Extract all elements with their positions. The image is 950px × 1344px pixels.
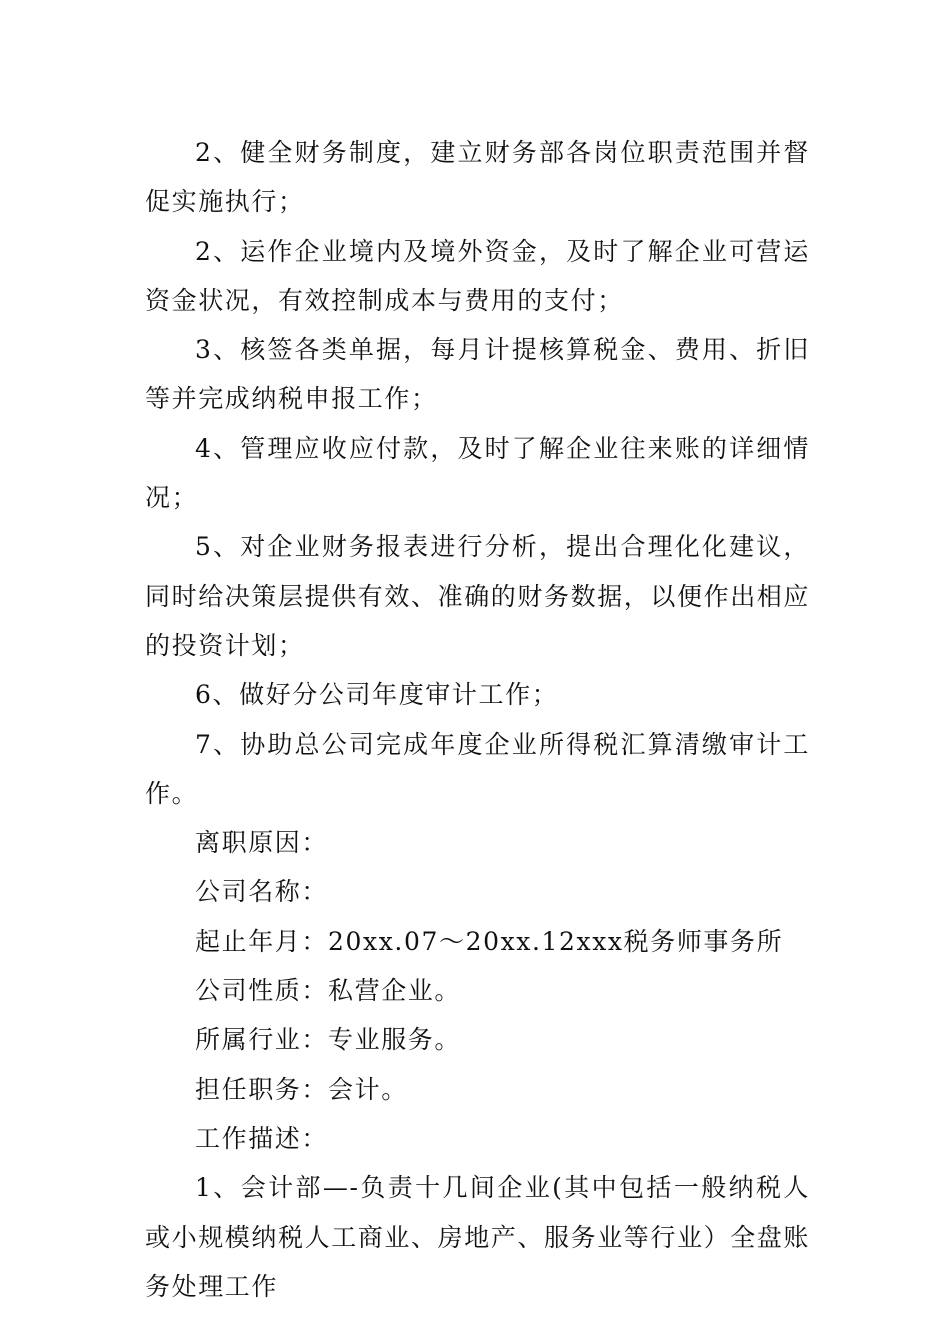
paragraph-industry: 所属行业：专业服务。 bbox=[195, 1025, 462, 1055]
paragraph-position: 担任职务：会计。 bbox=[195, 1074, 408, 1104]
paragraph-duty-7: 7、协助总公司完成年度企业所得税汇算清缴审计工作。 bbox=[145, 729, 810, 808]
paragraph-company-name: 公司名称： bbox=[195, 877, 329, 907]
paragraph-duty-2a: 2、健全财务制度，建立财务部各岗位职责范围并督促实施执行； bbox=[145, 138, 810, 217]
paragraph-leave-reason: 离职原因： bbox=[195, 828, 329, 858]
paragraph-duty-6: 6、做好分公司年度审计工作； bbox=[195, 680, 559, 710]
paragraph-job-description-heading: 工作描述： bbox=[195, 1123, 329, 1153]
paragraph-company-type: 公司性质：私营企业。 bbox=[195, 976, 462, 1006]
paragraph-period: 起止年月：20xx.07～20xx.12xxx税务师事务所 bbox=[195, 926, 784, 956]
paragraph-job-description-1: 1、会计部—-负责十几间企业(其中包括一般纳税人或小规模纳税人工商业、房地产、服务业等行业）全盘账务处理工作 bbox=[145, 1173, 811, 1301]
paragraph-duty-4: 4、管理应收应付款，及时了解企业往来账的详细情况； bbox=[145, 433, 810, 513]
paragraph-duty-5: 5、对企业财务报表进行分析，提出合理化化建议，同时给决策层提供有效、准确的财务数据，以便作出相应的投资计划； bbox=[145, 532, 811, 660]
paragraph-duty-3: 3、核签各类单据，每月计提核算税金、费用、折旧等并完成纳税申报工作； bbox=[145, 335, 810, 414]
document-body bbox=[145, 128, 810, 1311]
paragraph-duty-2b: 2、运作企业境内及境外资金，及时了解企业可营运资金状况，有效控制成本与费用的支付； bbox=[145, 236, 810, 315]
